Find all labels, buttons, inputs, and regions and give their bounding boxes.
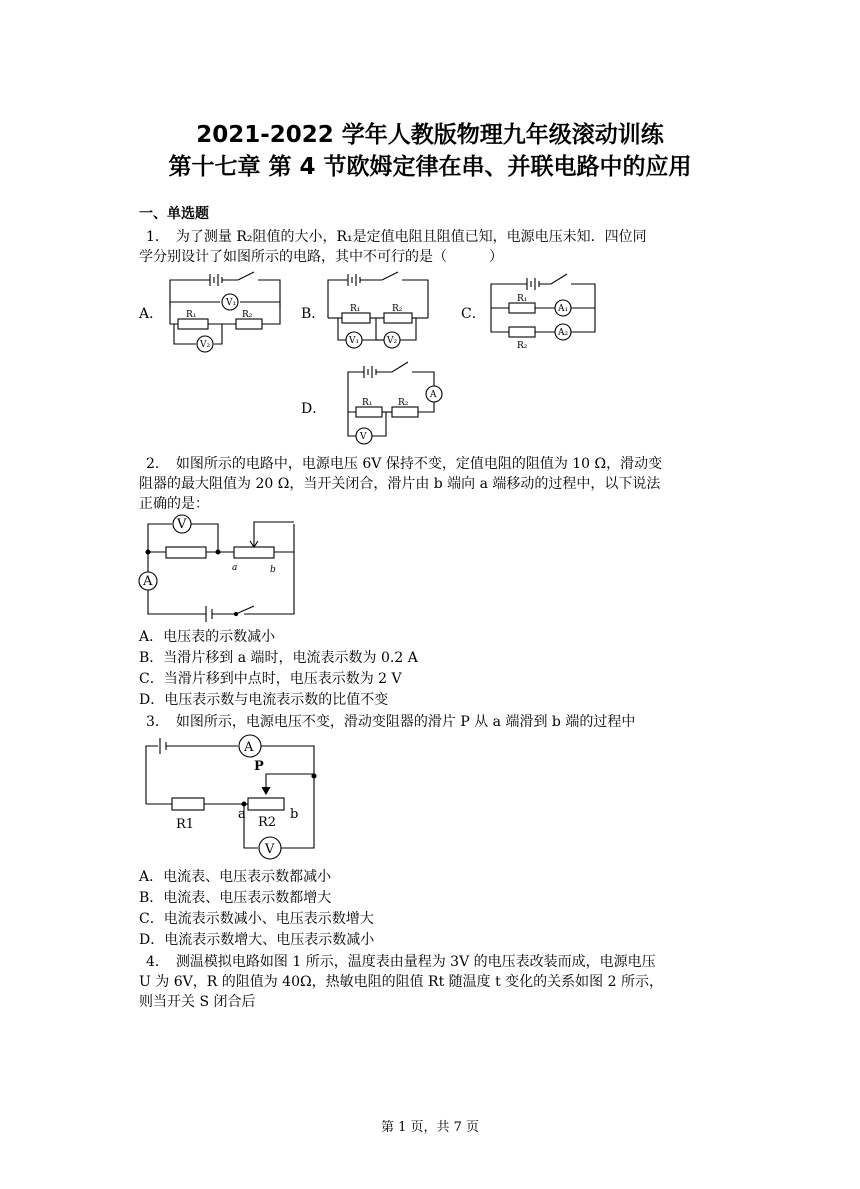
q4-line-1: 4． 测温模拟电路如图 1 所示，温度表由量程为 3V 的电压表改装而成，电源电压 xyxy=(146,954,656,970)
circuit-c-r1-label: R₁ xyxy=(517,294,528,304)
circuit-q2-a-label: A xyxy=(143,574,153,589)
circuit-b-r2-label: R₂ xyxy=(392,304,403,314)
q2-option-d: D．电压表示数与电流表示数的比值不变 xyxy=(139,692,389,708)
q3-option-c: C．电流表示数减小、电压表示数增大 xyxy=(139,911,374,927)
circuit-q2-a-end-label: a xyxy=(232,563,238,573)
circuit-c-rx-label: R₂ xyxy=(517,341,528,351)
circuit-q3-r1-label: R1 xyxy=(176,817,195,832)
page-footer: 第 1 页，共 7 页 xyxy=(380,1120,480,1135)
circuit-q3-p-label: P xyxy=(254,759,264,774)
title-line-1: 2021-2022 学年人教版物理九年级滚动训练 xyxy=(196,122,664,148)
q3-option-b: B．电流表、电压表示数都增大 xyxy=(139,890,332,906)
q1-line-2: 学分别设计了如图所示的电路，其中不可行的是（ ） xyxy=(139,249,503,265)
q3-line-1: 3． 如图所示，电源电压不变，滑动变阻器的滑片 P 从 a 端滑到 b 端的过程中 xyxy=(146,714,636,730)
circuit-b-diagram xyxy=(322,268,434,356)
q1-option-d: D． xyxy=(301,401,327,417)
q2-line-3: 正确的是： xyxy=(139,496,209,512)
q1-option-c: C． xyxy=(461,306,486,322)
circuit-c-a2-label: A₂ xyxy=(558,328,569,338)
circuit-c-a1-label: A₁ xyxy=(558,304,569,314)
circuit-a-diagram xyxy=(166,268,284,356)
circuit-q3-b-end-label: b xyxy=(290,807,299,822)
q2-line-2: 阻器的最大阻值为 20 Ω，当开关闭合，滑片由 b 端向 a 端移动的过程中，以下说法 xyxy=(139,476,661,492)
title-line-2: 第十七章 第 4 节欧姆定律在串、并联电路中的应用 xyxy=(168,154,692,180)
q2-option-c: C．当滑片移到中点时，电压表示数为 2 V xyxy=(139,671,402,687)
circuit-q2-diagram xyxy=(136,514,300,622)
circuit-q3-a-end-label: a xyxy=(238,807,246,822)
q3-option-d: D．电流表示数增大、电压表示数减小 xyxy=(139,932,375,948)
q1-option-b: B． xyxy=(301,306,326,322)
circuit-a-r2-label: R₂ xyxy=(242,310,253,320)
circuit-q2-b-end-label: b xyxy=(270,565,276,575)
circuit-q3-r2-label: R2 xyxy=(258,815,277,830)
section-heading: 一、单选题 xyxy=(139,206,209,222)
circuit-q3-v-label: V xyxy=(265,842,275,857)
circuit-a-v1-label: V₁ xyxy=(226,298,237,308)
q1-option-a: A． xyxy=(139,306,164,322)
q2-line-1: 2． 如图所示的电路中，电源电压 6V 保持不变，定值电阻的阻值为 10 Ω，滑动变 xyxy=(146,456,663,472)
q1-line-1: 1． 为了测量 R₂阻值的大小，R₁是定值电阻且阻值已知，电源电压未知．四位同 xyxy=(146,229,647,245)
q3-option-a: A．电流表、电压表示数都减小 xyxy=(139,869,332,885)
circuit-q3-diagram xyxy=(138,732,324,864)
q2-option-b: B．当滑片移到 a 端时，电流表示数为 0.2 A xyxy=(139,650,418,666)
q4-line-3: 则当开关 S 闭合后 xyxy=(139,994,256,1010)
circuit-a-r1-label: R₁ xyxy=(186,310,197,320)
circuit-q3-a-label: A xyxy=(244,740,254,755)
circuit-d-r2-label: R₂ xyxy=(398,398,409,408)
circuit-b-v2-label: V₂ xyxy=(387,336,398,346)
q2-option-a: A．电压表的示数减小 xyxy=(139,629,276,645)
circuit-d-r1-label: R₁ xyxy=(362,398,373,408)
circuit-a-v2-label: V₂ xyxy=(200,340,211,350)
circuit-d-ammeter-label: A xyxy=(430,390,437,400)
circuit-q2-v-label: V xyxy=(177,517,187,532)
circuit-b-v1-label: V₁ xyxy=(349,336,360,346)
circuit-c-diagram xyxy=(487,268,601,352)
q4-line-2: U 为 6V，R 的阻值为 40Ω，热敏电阻的阻值 Rt 随温度 t 变化的关系如图 2 所示， xyxy=(139,974,663,990)
circuit-b-r1-label: R₁ xyxy=(350,304,361,314)
circuit-d-diagram xyxy=(328,354,448,448)
circuit-d-v-label: V xyxy=(360,432,367,442)
